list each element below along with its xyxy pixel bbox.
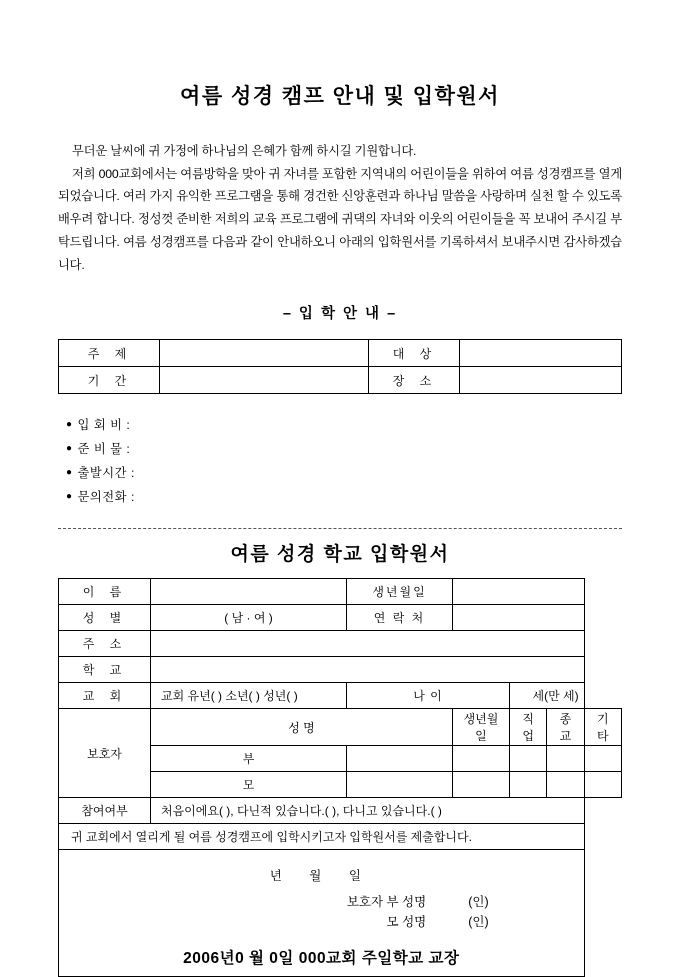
table-row bbox=[59, 850, 622, 977]
guide-value-subject[interactable] bbox=[160, 340, 369, 367]
guide-value-target[interactable] bbox=[460, 340, 622, 367]
list-item bbox=[66, 486, 622, 510]
guardian-row-mother: 모 bbox=[151, 772, 347, 798]
date-line[interactable]: 년 월 일 bbox=[269, 869, 373, 884]
guardian-col-job: 직 업 bbox=[509, 709, 546, 746]
input-father-name[interactable] bbox=[347, 746, 453, 772]
table-row bbox=[59, 798, 622, 824]
intro-paragraph-2: 저희 000교회에서는 여름방학을 맞아 귀 자녀를 포함한 지역내의 어린이들을 위하여 여름 성경캠프를 열게 되었습니다. 여러 가지 유익한 프로그램을 통해 경건한 신앙훈련과 하나님 말씀을 사랑하며 실천 할 수 있도록 배우려 합니다. 정성껏 준비한 저희의 교육 프로그램에 귀댁의 자녀와 이웃의 어린이들을 꼭 보내어 주시길 부탁드립니다. 여름 성경캠프를 다음과 같이 안내하오니 아래의 입학원서를 기록하셔서 보내주시면 감사하겠습니다. bbox=[58, 166, 622, 272]
label-birthdate: 생년월일 bbox=[347, 579, 453, 605]
bullet-dot-icon: ● bbox=[66, 467, 73, 479]
bullet-label-fee: 입 회 비 : bbox=[77, 418, 131, 433]
table-row bbox=[59, 367, 622, 394]
input-father-etc[interactable] bbox=[584, 746, 621, 772]
table-row bbox=[59, 340, 622, 367]
input-mother-religion[interactable] bbox=[547, 772, 584, 798]
input-mother-birth[interactable] bbox=[453, 772, 510, 798]
label-participation: 참여여부 bbox=[59, 798, 151, 824]
input-address[interactable] bbox=[151, 631, 585, 657]
table-row bbox=[59, 631, 622, 657]
guide-value-period[interactable] bbox=[160, 367, 369, 394]
bullet-dot-icon: ● bbox=[66, 491, 73, 503]
guardian-row-father: 부 bbox=[151, 746, 347, 772]
guide-heading: – 입 학 안 내 – bbox=[282, 306, 398, 323]
page-title: 여름 성경 캠프 안내 및 입학원서 bbox=[180, 85, 500, 108]
input-participation[interactable]: 처음이에요( ), 다닌적 있습니다.( ), 다니고 있습니다.( ) bbox=[151, 798, 585, 824]
guardian-col-birth: 생년월일 bbox=[453, 709, 510, 746]
bullet-label-phone: 문의전화 : bbox=[77, 490, 135, 505]
input-mother-etc[interactable] bbox=[584, 772, 621, 798]
table-row bbox=[59, 579, 622, 605]
bullet-label-supplies: 준 비 물 : bbox=[77, 442, 131, 457]
guardian-col-religion: 종 교 bbox=[547, 709, 584, 746]
label-address: 주 소 bbox=[59, 631, 151, 657]
bullet-label-departure: 출발시간 : bbox=[77, 466, 135, 481]
input-birthdate[interactable] bbox=[453, 579, 585, 605]
table-row bbox=[59, 709, 622, 746]
seal-mark-father: (인) bbox=[468, 895, 489, 910]
label-church: 교 회 bbox=[59, 683, 151, 709]
signature-mother-line bbox=[59, 912, 584, 932]
list-item bbox=[66, 414, 622, 438]
table-row bbox=[59, 683, 622, 709]
form-note-text: 귀 교회에서 열리게 될 여름 성경캠프에 입학시키고자 입학원서를 제출합니다. bbox=[59, 824, 585, 850]
label-gender: 성 별 bbox=[59, 605, 151, 631]
list-item bbox=[66, 462, 622, 486]
signature-block bbox=[59, 850, 585, 977]
label-guardian: 보호자 bbox=[59, 709, 151, 798]
guardian-col-name: 성 명 bbox=[151, 709, 453, 746]
label-age: 나 이 bbox=[347, 683, 510, 709]
guide-label-place: 장 소 bbox=[369, 367, 460, 394]
signature-father-label: 보호자 부 성명 bbox=[346, 895, 427, 910]
input-gender[interactable]: ( 남 · 여 ) bbox=[151, 605, 347, 631]
guide-label-subject: 주 제 bbox=[59, 340, 160, 367]
cut-line-divider bbox=[58, 528, 622, 529]
input-mother-name[interactable] bbox=[347, 772, 453, 798]
input-contact[interactable] bbox=[453, 605, 585, 631]
seal-mark-mother: (인) bbox=[468, 915, 489, 930]
intro-text bbox=[58, 140, 622, 276]
application-form-table bbox=[58, 578, 622, 977]
table-row bbox=[59, 657, 622, 683]
guardian-col-etc: 기 타 bbox=[584, 709, 621, 746]
input-school[interactable] bbox=[151, 657, 585, 683]
guide-value-place[interactable] bbox=[460, 367, 622, 394]
list-item bbox=[66, 438, 622, 462]
signature-mother-label: 모 성명 bbox=[386, 915, 427, 930]
table-row bbox=[59, 605, 622, 631]
label-school: 학 교 bbox=[59, 657, 151, 683]
input-father-job[interactable] bbox=[509, 746, 546, 772]
closing-line: 2006년0 월 0일 000교회 주일학교 교장 bbox=[183, 950, 460, 968]
input-father-birth[interactable] bbox=[453, 746, 510, 772]
label-name: 이 름 bbox=[59, 579, 151, 605]
guide-label-target: 대 상 bbox=[369, 340, 460, 367]
intro-paragraph-1: 무더운 날씨에 귀 가정에 하나님의 은혜가 함께 하시길 기원합니다. bbox=[72, 144, 417, 158]
label-contact: 연 락 처 bbox=[347, 605, 453, 631]
bullet-list bbox=[66, 414, 622, 510]
bullet-dot-icon: ● bbox=[66, 419, 73, 431]
guide-label-period: 기 간 bbox=[59, 367, 160, 394]
form-title: 여름 성경 학교 입학원서 bbox=[230, 544, 450, 566]
bullet-dot-icon: ● bbox=[66, 443, 73, 455]
table-row bbox=[59, 824, 622, 850]
signature-father-line bbox=[59, 892, 584, 912]
guide-table bbox=[58, 339, 622, 394]
input-father-religion[interactable] bbox=[547, 746, 584, 772]
input-name[interactable] bbox=[151, 579, 347, 605]
input-mother-job[interactable] bbox=[509, 772, 546, 798]
input-church[interactable]: 교회 유년( ) 소년( ) 성년( ) bbox=[151, 683, 347, 709]
input-age[interactable]: 세(만 세) bbox=[509, 683, 584, 709]
